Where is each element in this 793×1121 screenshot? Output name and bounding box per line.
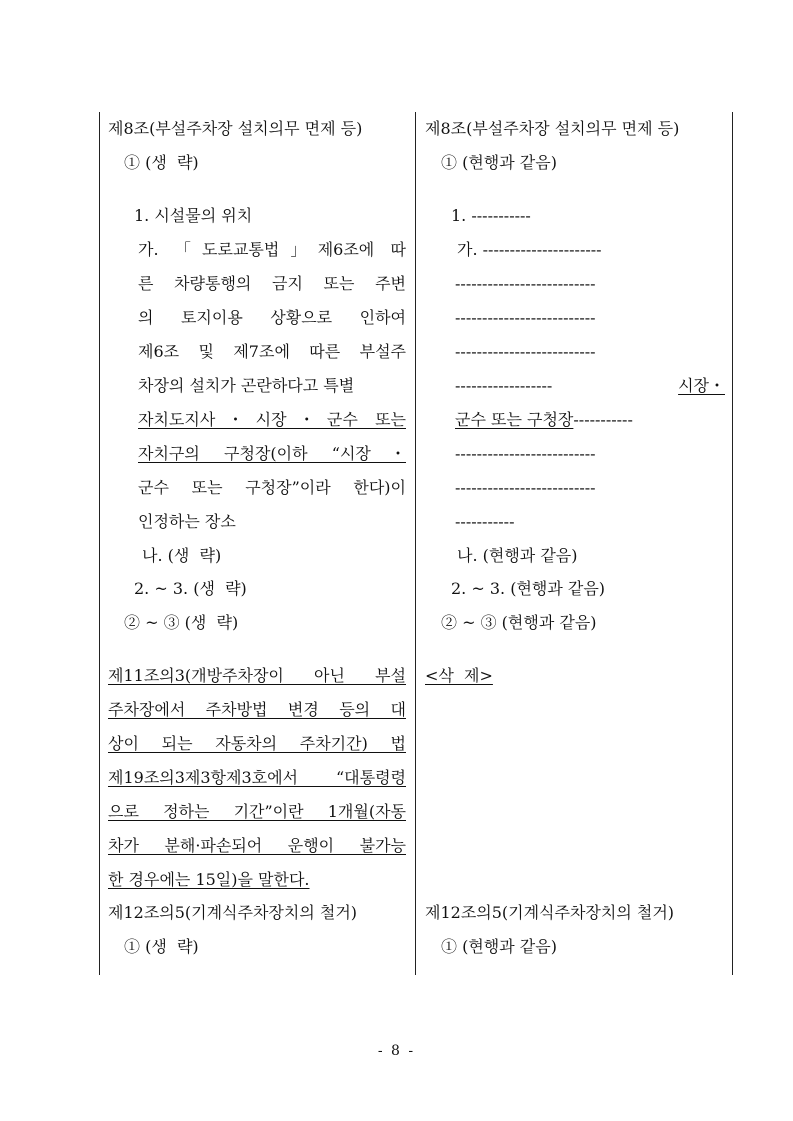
right-article8-ga-line5-text: 시장・ [678,376,725,395]
right-article8-ga-line6-dash: ----------- [573,410,633,429]
right-article11-deleted-text: <삭 제> [425,666,493,685]
right-article8-para1: ① (현행과 같음) [441,153,557,172]
right-article8-ga-line6-text: 군수 또는 구청장 [455,410,574,429]
left-article11-line5: 으로 정하는 기간”이란 1개월(자동 [108,802,406,821]
right-article8-ga-line5 [455,376,725,396]
comparison-table [99,112,732,975]
left-article8-ga-line5 [138,376,406,396]
table-column-divider [415,112,416,975]
left-article8-ga-line6: 자치도지사・시장・군수 또는 [138,410,406,429]
right-article8-ga-line3: -------------------------- [455,308,596,327]
left-article12-para1: ① (생 략) [124,937,199,956]
left-article11-line3: 상이 되는 자동차의 주차기간) 법 [108,734,406,753]
left-article8-para1: ① (생 략) [124,153,199,172]
left-article8-ga-line8: 군수 또는 구청장”이라 한다)이 [138,478,406,497]
right-article8-ga-line7: -------------------------- [455,444,596,463]
left-article11-line6: 차가 분해·파손되어 운행이 불가능 [108,836,406,855]
left-article8-title: 제8조(부설주차장 설치의무 면제 등) [108,119,363,138]
table-right-border [732,112,733,975]
left-article8-ga-line5-text: 차장의 설치가 곤란하다고 특별 [138,376,355,395]
right-article11-deleted [425,666,625,686]
left-article11-line7-text: 한 경우에는 15일)을 말한다. [108,870,310,889]
right-article8-ga-line2: -------------------------- [455,274,596,293]
left-article8-paras2-3: ② ~ ③ (생 략) [124,613,239,632]
left-article11-line7 [108,870,406,890]
left-article8-ga-line4: 제6조 및 제7조에 따른 부설주 [138,342,406,361]
left-article11-line4: 제19조의3제3항제3호에서 “대통령령 [108,768,406,787]
right-article8-ga-line5-dash: ------------------ [455,376,553,395]
right-article8-title: 제8조(부설주차장 설치의무 면제 등) [425,119,680,138]
right-article8-items2-3: 2. ~ 3. (현행과 같음) [451,579,606,598]
right-article8-ga-line4: -------------------------- [455,342,596,361]
left-article8-ga-line1: 가. 「도로교통법」제6조에 따 [138,240,406,259]
left-article8-na: 나. (생 략) [142,546,222,565]
right-article8-item1: 1. ----------- [451,206,531,225]
left-article8-item1: 1. 시설물의 위치 [134,206,253,225]
right-article8-ga-line8: -------------------------- [455,478,596,497]
left-article8-ga-line3: 의 토지이용 상황으로 인하여 [138,308,406,327]
left-article8-ga-line7: 자치구의 구청장(이하 “시장・ [138,444,406,463]
left-article12-title: 제12조의5(기계식주차장치의 철거) [108,903,358,922]
page-number: - 8 - [377,1043,416,1059]
right-article8-na: 나. (현행과 같음) [457,546,578,565]
right-article12-para1: ① (현행과 같음) [441,937,557,956]
table-left-border [99,112,100,975]
right-article12-title: 제12조의5(기계식주차장치의 철거) [425,903,675,922]
right-article8-ga-line9: ----------- [455,512,515,531]
left-article8-items2-3: 2. ~ 3. (생 략) [134,579,247,598]
left-article8-ga-line2: 른 차량통행의 금지 또는 주변 [138,274,406,293]
left-article11-line1: 제11조의3(개방주차장이 아닌 부설 [108,666,406,685]
left-article11-line2: 주차장에서 주차방법 변경 등의 대 [108,700,406,719]
right-article8-paras2-3: ② ~ ③ (현행과 같음) [441,613,597,632]
right-article8-ga-line1: 가. ---------------------- [457,240,602,259]
right-article8-ga-line6 [455,410,725,430]
left-article8-ga-line9: 인정하는 장소 [138,512,236,531]
